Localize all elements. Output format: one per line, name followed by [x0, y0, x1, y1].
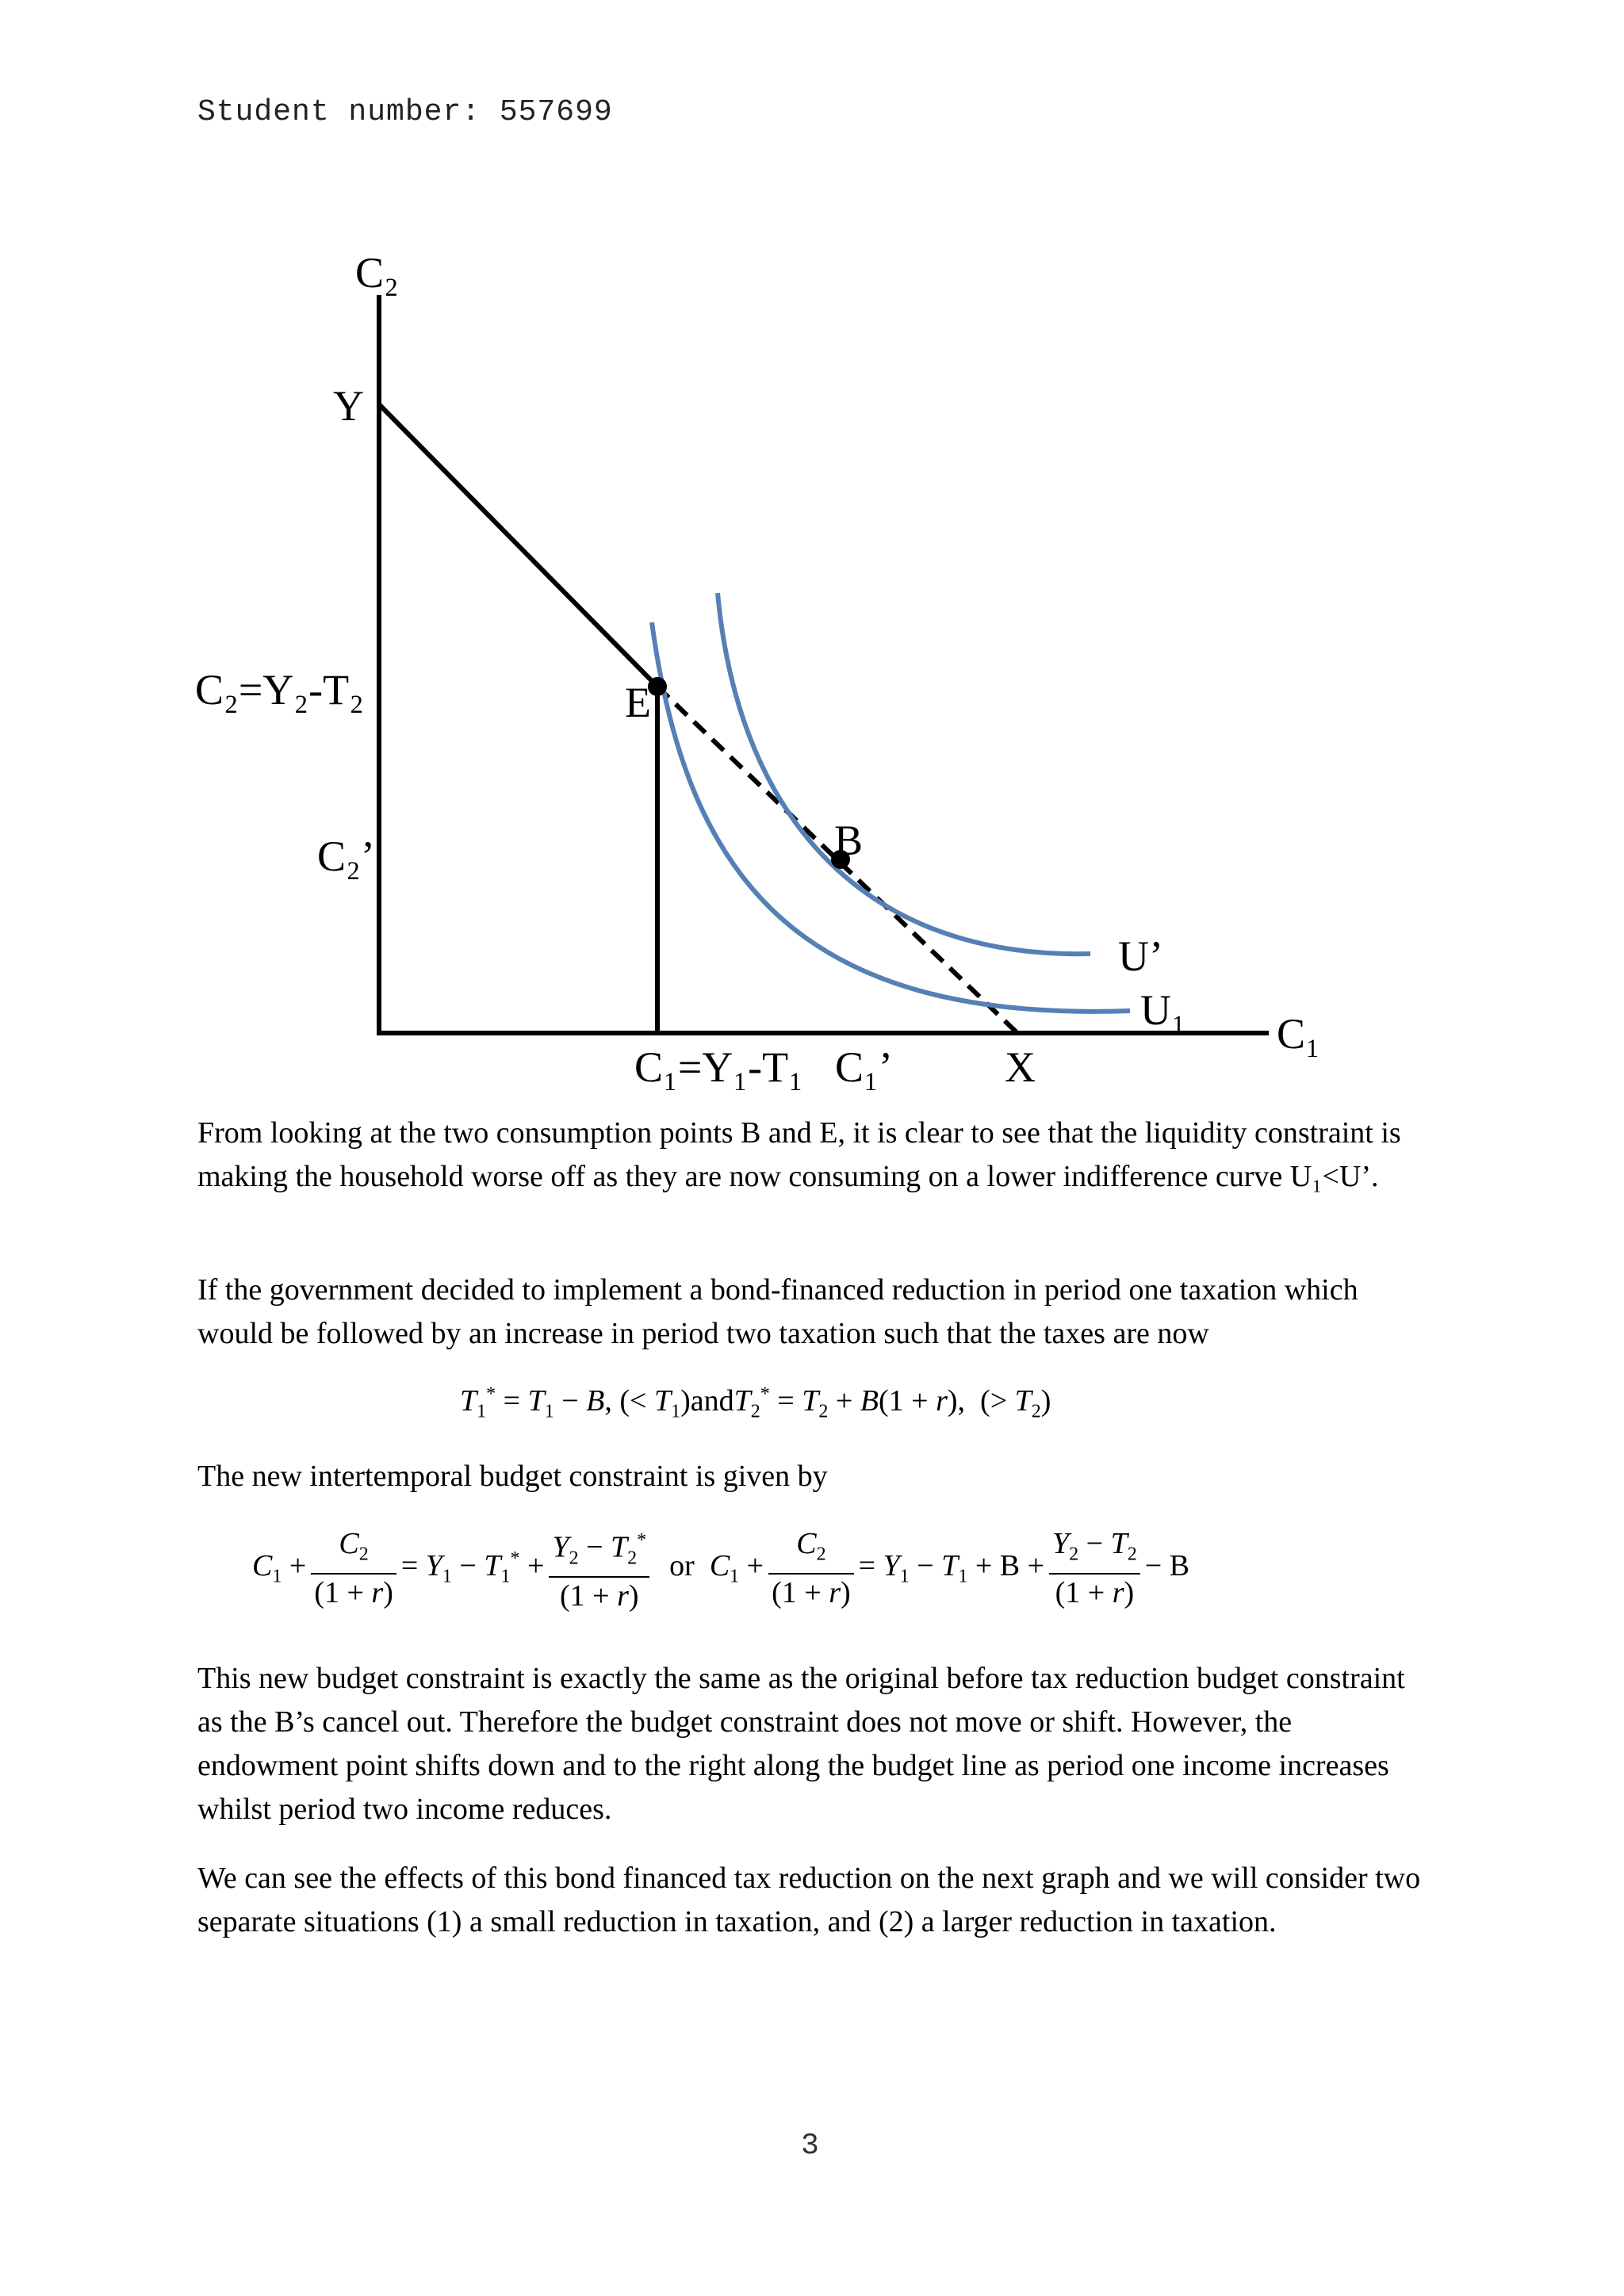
budget-line-solid [379, 404, 657, 687]
paragraph-3: The new intertemporal budget constraint is given by [197, 1460, 828, 1493]
u1-label: U₁ [1140, 986, 1186, 1034]
y-intercept-label: Y [333, 382, 364, 430]
point-e-label: E [625, 679, 651, 726]
c2-prime-label: C₂’ [317, 832, 375, 880]
paragraph-2: If the government decided to implement a bond-financed reduction in period one taxation which would be followed by an increase in period two taxation such that the taxes are now [197, 1273, 1358, 1350]
c1-axis-label: C₁ [1277, 1010, 1320, 1058]
u-prime-label: U’ [1118, 932, 1163, 980]
indifference-curve-u-prime [718, 593, 1090, 954]
paragraph-4: This new budget constraint is exactly the same as the original before tax reduction budget constraint as the B’s cancel out. Therefore the budget constraint does not move or shift. However, the endowment point shifts down and to the right along the budget line as period one income increases whilst period two income reduces. [197, 1662, 1405, 1826]
page-number: 3 [801, 2129, 819, 2163]
budget-constraint-figure [0, 0, 1624, 1110]
x-intercept-label: X [1005, 1043, 1036, 1091]
paragraph-5: We can see the effects of this bond financed tax reduction on the next graph and we will consider two separate situations (1) a small reduction in taxation, and (2) a larger reduction in taxation. [197, 1862, 1421, 1938]
c2-endowment-label: C₂=Y₂-T₂ [195, 666, 364, 714]
c1-prime-label: C₁’ [835, 1043, 893, 1091]
c2-axis-label: C₂ [355, 249, 399, 297]
student-number-header: Student number: 557699 [197, 95, 613, 129]
c1-endowment-label: C₁=Y₁-T₁ [634, 1043, 803, 1091]
tax-equation: $T_1^* = T_1 - B$, (< $T_1)andT_2^* = T_2 + B(1 + r)$, (> $T_2$) [460, 1383, 1051, 1422]
paragraph-1: From looking at the two consumption points B and E, it is clear to see that the liquidity constraint is making the household worse off as they are now consuming on a lower indifference curve U₁<U’. [197, 1116, 1401, 1193]
or-word: or [669, 1548, 695, 1582]
point-b-label: B [834, 817, 864, 864]
budget-equation: $C_1$ + $\frac{C_2}{(1 + r)}$ = $Y_1 - T_1^*$ + $\frac{Y_2 - T_2^*}{(1 + r)}$ or $C_1$ + $\frac{C_2}{(1 + r)}$ = $Y_1 - T_1 + B$ + $\frac{Y_2 - T_2}{(1 + r)}$ − B [252, 1522, 1189, 1614]
